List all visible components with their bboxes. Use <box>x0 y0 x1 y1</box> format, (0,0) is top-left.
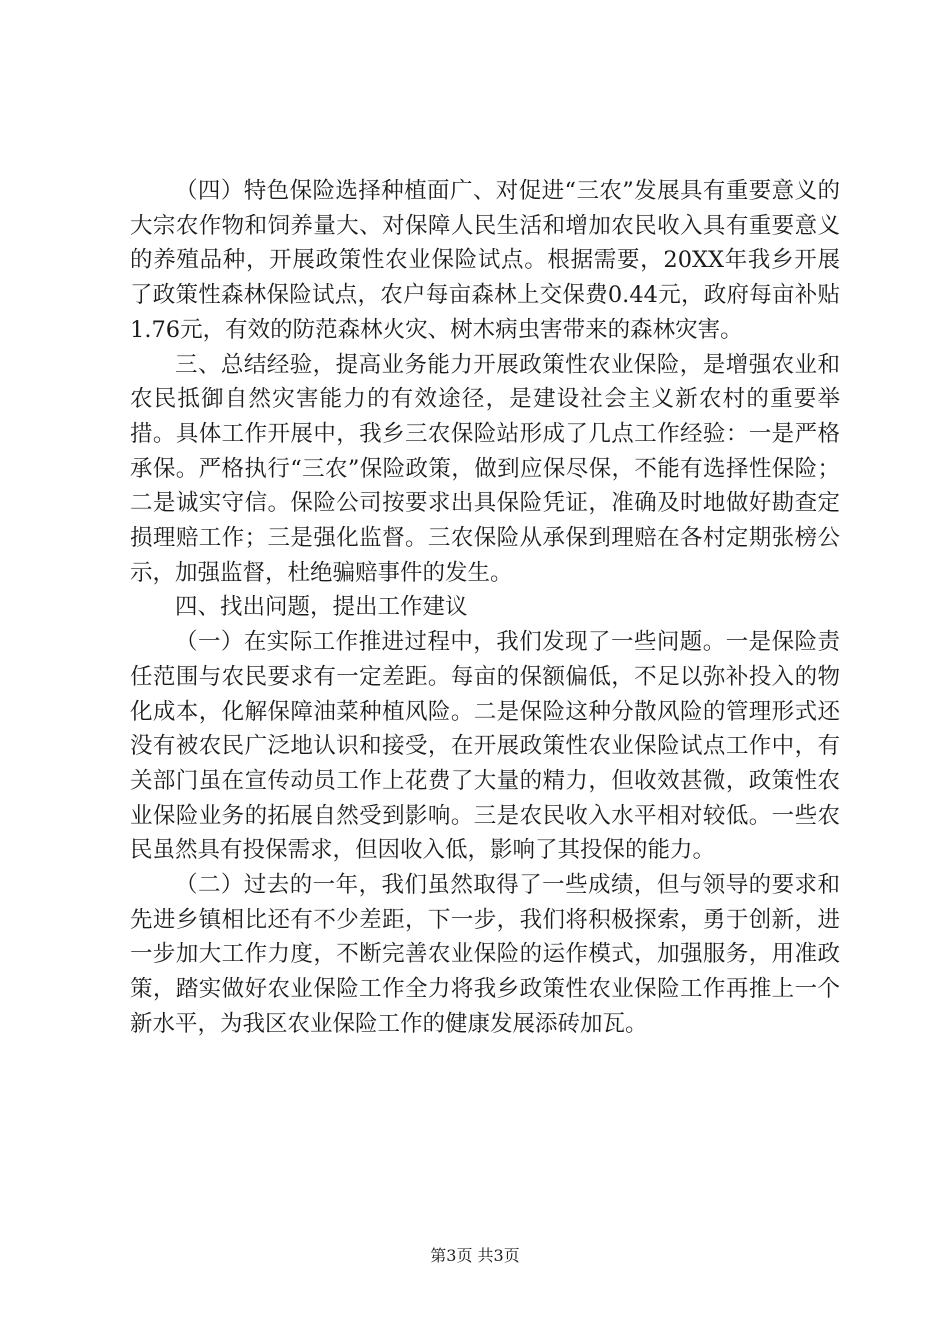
page-number: 第3页 共3页 <box>430 1246 520 1265</box>
section-heading-problems: 四、找出问题，提出工作建议 <box>175 594 468 621</box>
paragraph-summary-experience: 三、总结经验，提高业务能力开展政策性农业保险，是增强农业和农民抵御自然灾害能力的有效途径，是建设社会主义新农村的重要举措。具体工作开展中，我乡三农保险站形成了几点工作经验：一是严格承保。严格执行“三农”保险政策，做到应保尽保，不能有选择性保险；二是诚实守信。保险公司按要求出具保险凭证，准确及时地做好勘查定损理赔工作；三是强化监督。三农保险从承保到理赔在各村定期张榜公示，加强监督，杜绝骗赔事件的发生。 <box>130 351 840 586</box>
paragraph-next-steps: （二）过去的一年，我们虽然取得了一些成绩，但与领导的要求和先进乡镇相比还有不少差距，下一步，我们将积极探索，勇于创新，进一步加大工作力度，不断完善农业保险的运作模式，加强服务，用准政策，踏实做好农业保险工作全力将我乡政策性农业保险工作再推上一个新水平，为我区农业保险工作的健康发展添砖加瓦。 <box>130 872 840 1037</box>
document-body <box>130 174 840 1042</box>
paragraph-problems-found: （一）在实际工作推进过程中，我们发现了一些问题。一是保险责任范围与农民要求有一定差距。每亩的保额偏低，不足以弥补投入的物化成本，化解保障油菜种植风险。二是保险这种分散风险的管理形式还没有被农民广泛地认识和接受，在开展政策性农业保险试点工作中，有关部门虽在宣传动员工作上花费了大量的精力，但收效甚微，政策性农业保险业务的拓展自然受到影响。三是农民收入水平相对较低。一些农民虽然具有投保需求，但因收入低，影响了其投保的能力。 <box>130 629 840 864</box>
page-footer <box>0 1244 950 1268</box>
paragraph-special-insurance: （四）特色保险选择种植面广、对促进“三农”发展具有重要意义的大宗农作物和饲养量大、对保障人民生活和增加农民收入具有重要意义的养殖品种，开展政策性农业保险试点。根据需要，20XX年我乡开展了政策性森林保险试点，农户每亩森林上交保费0.44元，政府每亩补贴1.76元，有效的防范森林火灾、树木病虫害带来的森林灾害。 <box>130 178 840 343</box>
